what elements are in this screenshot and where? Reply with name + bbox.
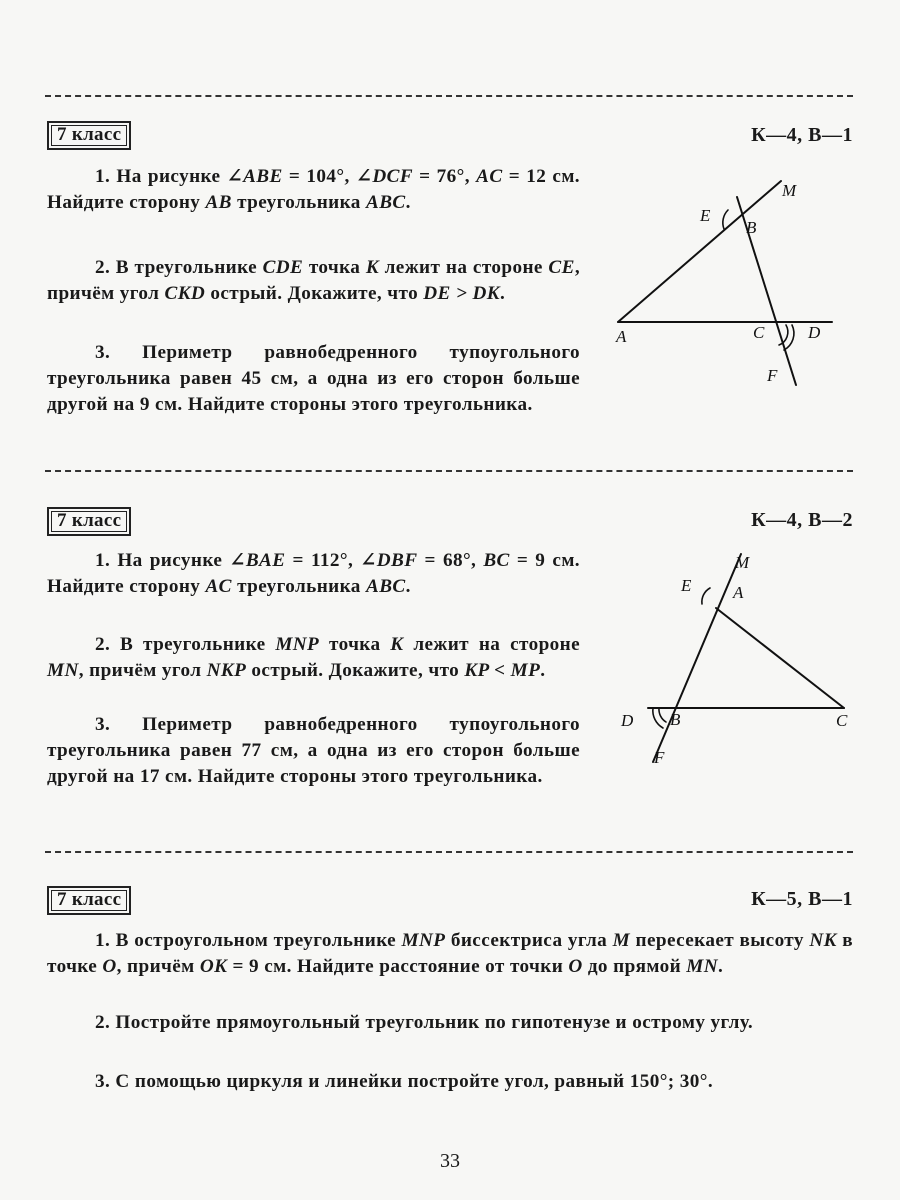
label-f: F (767, 366, 778, 385)
variant-label: К—5, В—1 (751, 888, 853, 910)
page-number: 33 (440, 1150, 460, 1172)
task-2: 2. Постройте прямоугольный треугольник по гипотенузе и острому углу. (95, 1012, 754, 1033)
label-d: D (621, 711, 634, 730)
figure-triangle-abc-v1 (600, 175, 850, 390)
task-3: 3. Периметр равнобедренного тупоугольного треугольника равен 77 см, а одна из его сторон больше другой на 17 см. Найдите стороны этого треугольника. (47, 714, 580, 787)
grade-label: 7 класс (47, 507, 131, 536)
label-a: A (616, 327, 627, 346)
variant-label: К—4, В—2 (751, 509, 853, 531)
grade-label: 7 класс (47, 886, 131, 915)
label-a: A (733, 583, 744, 602)
task-3: 3. Периметр равнобедренного тупоугольного треугольника равен 45 см, а одна из его сторон больше другой на 9 см. Найдите стороны этого треугольника. (47, 342, 580, 415)
label-m: M (782, 181, 797, 200)
label-m: M (735, 553, 750, 572)
label-e: E (681, 576, 692, 595)
cut-line-middle (45, 470, 853, 472)
grade-label: 7 класс (47, 121, 131, 150)
label-b: B (670, 710, 681, 729)
label-c: C (753, 323, 765, 342)
label-d: D (808, 323, 821, 342)
label-e: E (700, 206, 711, 225)
task-1: 1. На рисунке ∠BAE = 112°, ∠DBF = 68°, BC = 9 см. Найдите сторону AC треугольника ABC. (47, 550, 580, 597)
task-3: 3. С помощью циркуля и линейки постройте угол, равный 150°; 30°. (95, 1071, 714, 1092)
figure-triangle-abc-v2 (610, 550, 855, 775)
task-1: 1. На рисунке ∠ABE = 104°, ∠DCF = 76°, AC = 12 см. Найдите сторону AB треугольника ABC. (47, 166, 580, 213)
variant-label: К—4, В—1 (751, 124, 853, 146)
cut-line-top (45, 95, 853, 97)
cut-line-lower (45, 851, 853, 853)
label-f: F (654, 748, 665, 767)
task-2: 2. В треугольнике MNP точка K лежит на стороне MN, причём угол NKP острый. Докажите, что KP < MP. (47, 634, 581, 681)
task-2: 2. В треугольнике CDE точка K лежит на стороне CE, причём угол CKD острый. Докажите, что DE > DK. (47, 257, 581, 304)
label-b: B (746, 218, 757, 237)
label-c: C (836, 711, 848, 730)
task-1: 1. В остроугольном треугольнике MNP биссектриса угла M пересекает высоту NK в точке O, причём OK = 9 см. Найдите расстояние от точки O до прямой MN. (47, 930, 853, 977)
